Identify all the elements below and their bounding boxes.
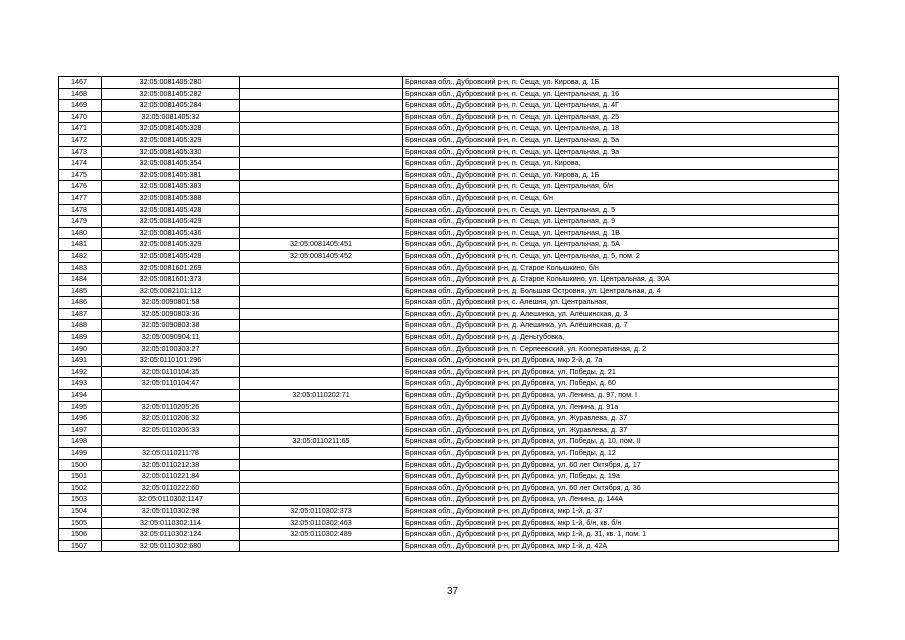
cadastral-number-cell: 32:05:0081405:428: [102, 204, 240, 216]
row-number-cell: 1488: [59, 320, 102, 332]
object-cadastral-number-cell: [240, 471, 403, 483]
object-cadastral-number-cell: 32:05:0110302:463: [240, 517, 403, 529]
row-number-cell: 1505: [59, 517, 102, 529]
table-row: [59, 123, 839, 135]
object-cadastral-number-cell: 32:05:0081405:451: [240, 239, 403, 251]
address-cell: Брянская обл., Дубровский р-н, рп Дубровка, ул. Журавлева, д. 37: [403, 424, 839, 436]
cadastral-number-cell: 32:05:0081405:329: [102, 134, 240, 146]
cadastral-number-cell: 32:05:0110302:124: [102, 529, 240, 541]
address-cell: Брянская обл., Дубровский р-н, рп Дубровка, мкр 1-й, б/н, кв. б/н: [403, 517, 839, 529]
row-number-cell: 1499: [59, 448, 102, 460]
object-cadastral-number-cell: [240, 332, 403, 344]
cadastral-number-cell: 32:05:0110206:32: [102, 413, 240, 425]
row-number-cell: 1485: [59, 285, 102, 297]
row-number-cell: 1487: [59, 308, 102, 320]
row-number-cell: 1482: [59, 250, 102, 262]
page-number: 37: [446, 586, 459, 597]
object-cadastral-number-cell: [240, 285, 403, 297]
object-cadastral-number-cell: [240, 123, 403, 135]
address-cell: Брянская обл., Дубровский р-н, рп Дубровка, мкр 1-й, д. 31, кв. 1, пом. 1: [403, 529, 839, 541]
address-cell: Брянская обл., Дубровский р-н, д. Алешинка, ул. Алёшинская, д. 7: [403, 320, 839, 332]
address-cell: Брянская обл., Дубровский р-н, п. Серпеевский, ул. Кооперативная, д. 2: [403, 343, 839, 355]
object-cadastral-number-cell: [240, 169, 403, 181]
address-cell: Брянская обл., Дубровский р-н, п. Сеща, б/н: [403, 192, 839, 204]
object-cadastral-number-cell: [240, 366, 403, 378]
address-cell: Брянская обл., Дубровский р-н, п. Сеща, ул. Центральная, д. 1В: [403, 227, 839, 239]
table-row: [59, 529, 839, 541]
table-row: [59, 517, 839, 529]
object-cadastral-number-cell: [240, 158, 403, 170]
address-cell: Брянская обл., Дубровский р-н, д. Старое Колышкино, б/н: [403, 262, 839, 274]
cadastral-number-cell: 32:05:0082101:112: [102, 285, 240, 297]
object-cadastral-number-cell: [240, 355, 403, 367]
address-cell: Брянская обл., Дубровский р-н, рп Дубровка, ул. 60 лет Октября, д. 17: [403, 459, 839, 471]
object-cadastral-number-cell: [240, 227, 403, 239]
cadastral-number-cell: 32:05:0081405:330: [102, 146, 240, 158]
row-number-cell: 1491: [59, 355, 102, 367]
cadastral-number-cell: 32:05:0110104:47: [102, 378, 240, 390]
cadastral-number-cell: [102, 390, 240, 402]
address-cell: Брянская обл., Дубровский р-н, рп Дубровка, ул. Победы, д. 60: [403, 378, 839, 390]
table-row: [59, 343, 839, 355]
cadastral-number-cell: 32:05:0110206:33: [102, 424, 240, 436]
row-number-cell: 1495: [59, 401, 102, 413]
address-cell: Брянская обл., Дубровский р-н, д. Деньгубовка,: [403, 332, 839, 344]
object-cadastral-number-cell: [240, 274, 403, 286]
table-row: [59, 134, 839, 146]
row-number-cell: 1503: [59, 494, 102, 506]
object-cadastral-number-cell: [240, 413, 403, 425]
object-cadastral-number-cell: [240, 100, 403, 112]
object-cadastral-number-cell: [240, 146, 403, 158]
row-number-cell: 1486: [59, 297, 102, 309]
row-number-cell: 1479: [59, 216, 102, 228]
address-cell: Брянская обл., Дубровский р-н, п. Сеща, ул. Центральная, б/н: [403, 181, 839, 193]
row-number-cell: 1481: [59, 239, 102, 251]
object-cadastral-number-cell: [240, 297, 403, 309]
row-number-cell: 1471: [59, 123, 102, 135]
cadastral-number-cell: 32:05:0110211:78: [102, 448, 240, 460]
row-number-cell: 1501: [59, 471, 102, 483]
row-number-cell: 1492: [59, 366, 102, 378]
address-cell: Брянская обл., Дубровский р-н, п. Сеща, ул. Кирова, д. 1Б: [403, 77, 839, 89]
table-row: [59, 459, 839, 471]
object-cadastral-number-cell: [240, 448, 403, 460]
address-cell: Брянская обл., Дубровский р-н, п. Сеща, ул. Центральная, д. 16: [403, 88, 839, 100]
row-number-cell: 1506: [59, 529, 102, 541]
address-cell: Брянская обл., Дубровский р-н, рп Дубровка, ул. Ленина, д. 91а: [403, 401, 839, 413]
registry-table-body: [59, 77, 839, 552]
object-cadastral-number-cell: [240, 540, 403, 552]
registry-table: [58, 76, 839, 552]
cadastral-number-cell: [102, 436, 240, 448]
address-cell: Брянская обл., Дубровский р-н, п. Сеща, ул. Кирова, д. 1Б: [403, 169, 839, 181]
row-number-cell: 1498: [59, 436, 102, 448]
address-cell: Брянская обл., Дубровский р-н, п. Сеща, ул. Центральная, д. 18: [403, 123, 839, 135]
table-row: [59, 471, 839, 483]
address-cell: Брянская обл., Дубровский р-н, рп Дубровка, ул. Ленина, д. 97, пом. I: [403, 390, 839, 402]
row-number-cell: 1477: [59, 192, 102, 204]
row-number-cell: 1502: [59, 482, 102, 494]
row-number-cell: 1467: [59, 77, 102, 89]
object-cadastral-number-cell: [240, 77, 403, 89]
row-number-cell: 1473: [59, 146, 102, 158]
object-cadastral-number-cell: [240, 424, 403, 436]
table-row: [59, 274, 839, 286]
table-row: [59, 505, 839, 517]
table-row: [59, 169, 839, 181]
object-cadastral-number-cell: [240, 192, 403, 204]
cadastral-number-cell: 32:05:0110302:98: [102, 505, 240, 517]
address-cell: Брянская обл., Дубровский р-н, рп Дубровка, ул. Победы, д. 10, пом. II: [403, 436, 839, 448]
cadastral-number-cell: 32:05:0081405:32: [102, 111, 240, 123]
address-cell: Брянская обл., Дубровский р-н, рп Дубровка, мкр 1-й, д. 42А: [403, 540, 839, 552]
cadastral-number-cell: 32:05:0081405:428: [102, 250, 240, 262]
table-row: [59, 540, 839, 552]
table-row: [59, 77, 839, 89]
address-cell: Брянская обл., Дубровский р-н, рп Дубровка, мкр 2-й, д. 7а: [403, 355, 839, 367]
object-cadastral-number-cell: [240, 181, 403, 193]
table-row: [59, 204, 839, 216]
object-cadastral-number-cell: [240, 378, 403, 390]
table-row: [59, 482, 839, 494]
address-cell: Брянская обл., Дубровский р-н, д. Большая Островня, ул. Центральная, д. 4: [403, 285, 839, 297]
cadastral-number-cell: 32:05:0081405:429: [102, 216, 240, 228]
object-cadastral-number-cell: [240, 204, 403, 216]
row-number-cell: 1497: [59, 424, 102, 436]
cadastral-number-cell: 32:05:0110302:1147: [102, 494, 240, 506]
table-row: [59, 494, 839, 506]
object-cadastral-number-cell: [240, 111, 403, 123]
row-number-cell: 1507: [59, 540, 102, 552]
cadastral-number-cell: 32:05:0100303:27: [102, 343, 240, 355]
row-number-cell: 1493: [59, 378, 102, 390]
address-cell: Брянская обл., Дубровский р-н, рп Дубровка, ул. Победы, д. 19а: [403, 471, 839, 483]
address-cell: Брянская обл., Дубровский р-н, п. Сеща, ул. Центральная, д. 9: [403, 216, 839, 228]
table-row: [59, 285, 839, 297]
row-number-cell: 1480: [59, 227, 102, 239]
table-row: [59, 378, 839, 390]
table-row: [59, 262, 839, 274]
table-row: [59, 390, 839, 402]
cadastral-number-cell: 32:05:0081601:269: [102, 262, 240, 274]
object-cadastral-number-cell: 32:05:0110211:65: [240, 436, 403, 448]
cadastral-number-cell: 32:05:0110212:38: [102, 459, 240, 471]
address-cell: Брянская обл., Дубровский р-н, рп Дубровка, ул. Журавлева, д. 37: [403, 413, 839, 425]
address-cell: Брянская обл., Дубровский р-н, п. Сеща, ул. Кирова,: [403, 158, 839, 170]
table-row: [59, 88, 839, 100]
table-row: [59, 192, 839, 204]
cadastral-number-cell: 32:05:0081405:381: [102, 169, 240, 181]
row-number-cell: 1494: [59, 390, 102, 402]
object-cadastral-number-cell: [240, 134, 403, 146]
table-row: [59, 448, 839, 460]
row-number-cell: 1475: [59, 169, 102, 181]
table-row: [59, 436, 839, 448]
row-number-cell: 1504: [59, 505, 102, 517]
address-cell: Брянская обл., Дубровский р-н, д. Алешинка, ул. Алёшинская, д. 3: [403, 308, 839, 320]
row-number-cell: 1474: [59, 158, 102, 170]
address-cell: Брянская обл., Дубровский р-н, п. Сеща, ул. Центральная, д. 5А: [403, 239, 839, 251]
object-cadastral-number-cell: [240, 308, 403, 320]
cadastral-number-cell: 32:05:0090803:36: [102, 308, 240, 320]
table-row: [59, 239, 839, 251]
cadastral-number-cell: 32:05:0081405:284: [102, 100, 240, 112]
table-row: [59, 297, 839, 309]
row-number-cell: 1469: [59, 100, 102, 112]
table-row: [59, 181, 839, 193]
address-cell: Брянская обл., Дубровский р-н, п. Сеща, ул. Центральная, д. 5а: [403, 134, 839, 146]
cadastral-number-cell: 32:05:0090803:38: [102, 320, 240, 332]
table-row: [59, 227, 839, 239]
cadastral-number-cell: 32:05:0081405:280: [102, 77, 240, 89]
table-row: [59, 111, 839, 123]
table-row: [59, 320, 839, 332]
table-row: [59, 366, 839, 378]
object-cadastral-number-cell: 32:05:0110302:373: [240, 505, 403, 517]
row-number-cell: 1468: [59, 88, 102, 100]
table-row: [59, 216, 839, 228]
address-cell: Брянская обл., Дубровский р-н, с. Алешня, ул. Центральная,: [403, 297, 839, 309]
object-cadastral-number-cell: [240, 262, 403, 274]
object-cadastral-number-cell: [240, 216, 403, 228]
cadastral-number-cell: 32:05:0110222:60: [102, 482, 240, 494]
object-cadastral-number-cell: 32:05:0110302:489: [240, 529, 403, 541]
row-number-cell: 1476: [59, 181, 102, 193]
table-row: [59, 158, 839, 170]
cadastral-number-cell: 32:05:0081405:436: [102, 227, 240, 239]
address-cell: Брянская обл., Дубровский р-н, п. Сеща, ул. Центральная, д. 25: [403, 111, 839, 123]
cadastral-number-cell: 32:05:0081601:373: [102, 274, 240, 286]
table-row: [59, 146, 839, 158]
row-number-cell: 1478: [59, 204, 102, 216]
address-cell: Брянская обл., Дубровский р-н, рп Дубровка, мкр 1-й, д. 37: [403, 505, 839, 517]
table-row: [59, 332, 839, 344]
cadastral-number-cell: 32:05:0081405:328: [102, 123, 240, 135]
object-cadastral-number-cell: [240, 459, 403, 471]
table-row: [59, 100, 839, 112]
object-cadastral-number-cell: [240, 343, 403, 355]
object-cadastral-number-cell: 32:05:0110202:71: [240, 390, 403, 402]
cadastral-number-cell: 32:05:0110205:26: [102, 401, 240, 413]
cadastral-number-cell: 32:05:0110221:84: [102, 471, 240, 483]
object-cadastral-number-cell: [240, 320, 403, 332]
table-row: [59, 250, 839, 262]
cadastral-number-cell: 32:05:0081405:329: [102, 239, 240, 251]
row-number-cell: 1484: [59, 274, 102, 286]
address-cell: Брянская обл., Дубровский р-н, п. Сеща, ул. Центральная, д. 5: [403, 204, 839, 216]
cadastral-number-cell: 32:05:0110101:296: [102, 355, 240, 367]
address-cell: Брянская обл., Дубровский р-н, рп Дубровка, ул. Победы, д. 12: [403, 448, 839, 460]
address-cell: Брянская обл., Дубровский р-н, п. Сеща, ул. Центральная, д. 5, пом. 2: [403, 250, 839, 262]
row-number-cell: 1500: [59, 459, 102, 471]
table-row: [59, 413, 839, 425]
cadastral-number-cell: 32:05:0110104:35: [102, 366, 240, 378]
row-number-cell: 1470: [59, 111, 102, 123]
row-number-cell: 1483: [59, 262, 102, 274]
cadastral-number-cell: 32:05:0081405:388: [102, 192, 240, 204]
cadastral-number-cell: 32:05:0081405:383: [102, 181, 240, 193]
cadastral-number-cell: 32:05:0110302:680: [102, 540, 240, 552]
address-cell: Брянская обл., Дубровский р-н, рп Дубровка, ул. 60 лет Октября, д. 36: [403, 482, 839, 494]
object-cadastral-number-cell: [240, 494, 403, 506]
cadastral-number-cell: 32:05:0081405:282: [102, 88, 240, 100]
row-number-cell: 1496: [59, 413, 102, 425]
row-number-cell: 1490: [59, 343, 102, 355]
object-cadastral-number-cell: [240, 88, 403, 100]
cadastral-number-cell: 32:05:0090801:58: [102, 297, 240, 309]
address-cell: Брянская обл., Дубровский р-н, рп Дубровка, ул. Победы, д. 21: [403, 366, 839, 378]
address-cell: Брянская обл., Дубровский р-н, д. Старое Колышкино, ул. Центральная, д. 30А: [403, 274, 839, 286]
object-cadastral-number-cell: [240, 401, 403, 413]
address-cell: Брянская обл., Дубровский р-н, рп Дубровка, ул. Ленина, д. 144А: [403, 494, 839, 506]
cadastral-number-cell: 32:05:0081405:354: [102, 158, 240, 170]
address-cell: Брянская обл., Дубровский р-н, п. Сеща, ул. Центральная, д. 4Г: [403, 100, 839, 112]
address-cell: Брянская обл., Дубровский р-н, п. Сеща, ул. Центральная, д. 9а: [403, 146, 839, 158]
object-cadastral-number-cell: [240, 482, 403, 494]
row-number-cell: 1489: [59, 332, 102, 344]
cadastral-number-cell: 32:05:0090904:11: [102, 332, 240, 344]
row-number-cell: 1472: [59, 134, 102, 146]
table-row: [59, 308, 839, 320]
table-row: [59, 355, 839, 367]
cadastral-number-cell: 32:05:0110302:114: [102, 517, 240, 529]
table-row: [59, 401, 839, 413]
table-row: [59, 424, 839, 436]
object-cadastral-number-cell: 32:05:0081405:452: [240, 250, 403, 262]
